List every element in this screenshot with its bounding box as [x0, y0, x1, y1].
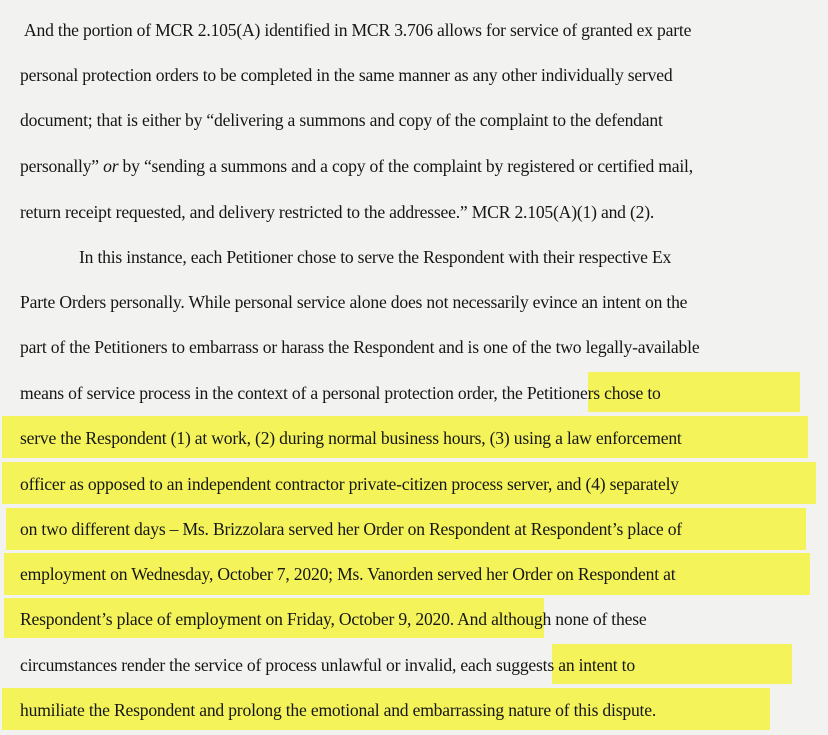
text-run: And although none of these — [453, 609, 647, 629]
paragraph-2-line-11 — [20, 694, 656, 726]
text-run: by “sending a summons and a copy of the complaint by registered or certified mail, — [118, 156, 693, 176]
paragraph-1-line-1 — [24, 14, 794, 46]
text-run: part of the Petitioners to embarrass or harass the Respondent and is one of the two legally-available — [20, 337, 700, 357]
text-run: personal protection orders to be completed in the same manner as any other individually served — [20, 65, 673, 85]
text-run: In this instance, each Petitioner chose to serve the Respondent with their respective Ex — [79, 247, 672, 267]
paragraph-2-line-10 — [20, 649, 635, 681]
paragraph-2-line-6 — [20, 468, 679, 500]
highlighted-text: serve the Respondent (1) at work, (2) during normal business hours, (3) using a law enforcement — [20, 428, 682, 448]
highlighted-text: humiliate the Respondent and prolong the emotional and embarrassing nature of this dispute. — [20, 700, 657, 720]
text-run: return receipt requested, and delivery restricted to the addressee.” MCR 2.105(A)(1) and (2). — [20, 202, 655, 222]
text-run: personally” — [20, 156, 104, 176]
paragraph-2-line-2 — [20, 286, 687, 318]
paragraph-2-line-5 — [20, 422, 682, 454]
highlighted-text: the Petitioners chose to — [501, 383, 661, 403]
text-run: means of service process in the context of a personal protection order, — [20, 383, 502, 403]
highlighted-text: on two different days – Ms. Brizzolara served her Order on Respondent at Respondent’s place of — [20, 519, 682, 539]
paragraph-2-line-8 — [20, 558, 675, 590]
text-run: And the portion of MCR 2.105(A) identified in MCR 3.706 allows for service of granted ex parte — [24, 20, 692, 40]
paragraph-1-line-4 — [20, 150, 693, 182]
paragraph-1-line-5 — [20, 196, 654, 228]
highlighted-text: employment on Wednesday, October 7, 2020; Ms. Vanorden served her Order on Respondent at — [20, 564, 676, 584]
highlighted-text: each suggests an intent to — [460, 655, 635, 675]
paragraph-2-line-3 — [20, 331, 699, 363]
highlighted-text: officer as opposed to an independent contractor private-citizen process server, and (4) separately — [20, 474, 679, 494]
emphasis-or: or — [103, 156, 119, 176]
text-run: circumstances render the service of process unlawful or invalid, — [20, 655, 461, 675]
text-run: document; that is either by “delivering a summons and copy of the complaint to the defendant — [20, 110, 663, 130]
paragraph-1-line-3 — [20, 104, 663, 136]
paragraph-2-line-9 — [20, 603, 646, 635]
paragraph-2-line-1 — [79, 241, 671, 273]
paragraph-1-line-2 — [20, 59, 673, 91]
paragraph-2-line-7 — [20, 513, 682, 545]
paragraph-2-line-4 — [20, 377, 661, 409]
text-run: Parte Orders personally. While personal service alone does not necessarily evince an intent on the — [20, 292, 688, 312]
highlighted-text: Respondent’s place of employment on Friday, October 9, 2020. — [20, 609, 454, 629]
